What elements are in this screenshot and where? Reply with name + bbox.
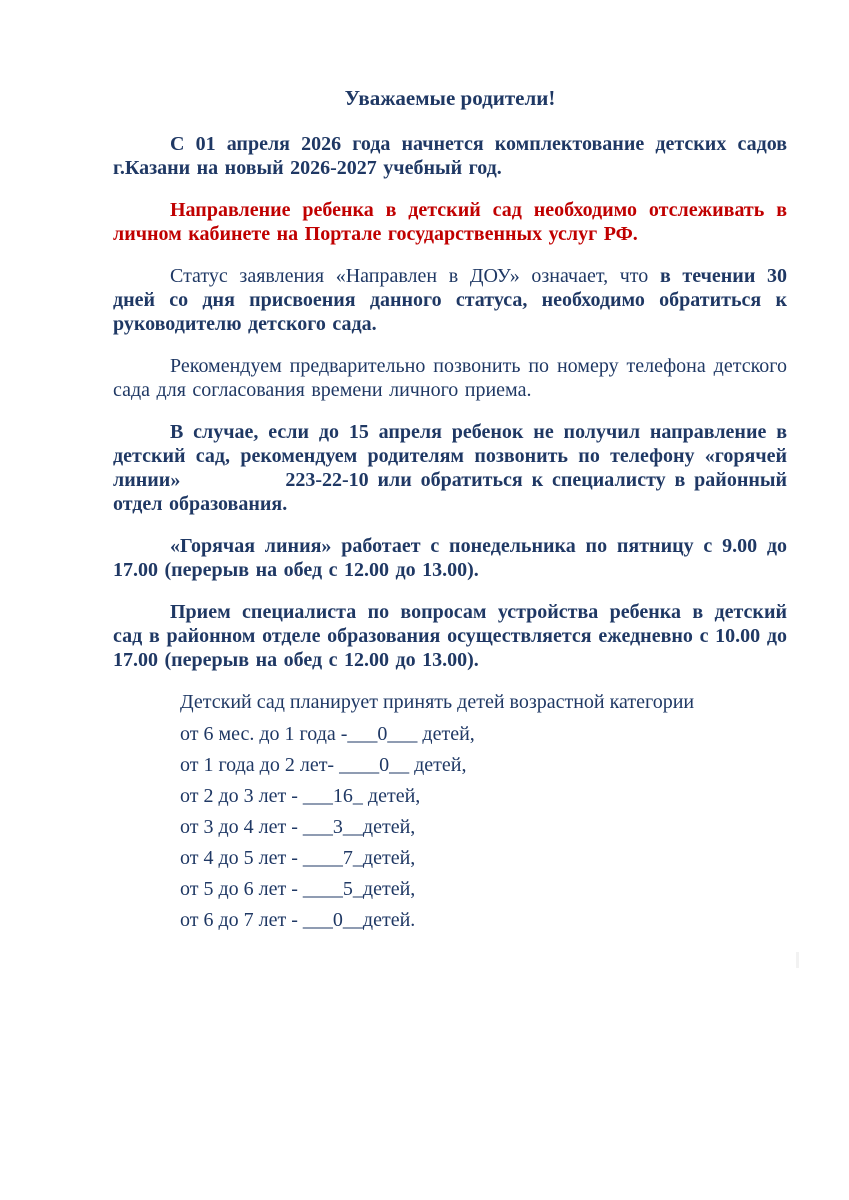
age-item-1y-2y: от 1 года до 2 лет- ____0__ детей, xyxy=(180,754,467,776)
age-item-4y-5y: от 4 до 5 лет - ____7_детей, xyxy=(180,847,416,869)
document-content xyxy=(113,85,787,936)
age-item-3y-4y: от 3 до 4 лет - ___3__детей, xyxy=(180,816,416,838)
hotline-paragraph-text-before-phone: В случае, если до 15 апреля ребенок не получил направление в детский сад, рекомендуем родителям позвонить по телефону «горячей линии» xyxy=(113,421,787,491)
hotline-paragraph xyxy=(113,420,787,516)
scan-artifact-mark xyxy=(796,952,799,968)
status-explanation-regular-text: Статус заявления «Направлен в ДОУ» означает, что xyxy=(170,265,660,287)
status-explanation-paragraph xyxy=(113,264,787,336)
age-item-2y-3y: от 2 до 3 лет - ___16_ детей, xyxy=(180,785,421,807)
hotline-phone-number: 223-22-10 xyxy=(285,469,369,491)
tracking-alert-paragraph: Направление ребенка в детский сад необходимо отслеживать в личном кабинете на Портале государственных услуг РФ. xyxy=(113,199,787,245)
hotline-paragraph-text-after-phone: или обратиться к специалисту в районный отдел образования. xyxy=(113,469,788,515)
age-capacity-lead-in: Детский сад планирует принять детей возрастной категории xyxy=(180,691,695,713)
document-title: Уважаемые родители! xyxy=(344,86,556,110)
age-capacity-list xyxy=(180,719,787,936)
intro-paragraph: С 01 апреля 2026 года начнется комплектование детских садов г.Казани на новый 2026-2027 учебный год. xyxy=(113,133,787,179)
call-recommendation-paragraph: Рекомендуем предварительно позвонить по номеру телефона детского сада для согласования времени личного приема. xyxy=(113,355,787,401)
age-item-6y-7y: от 6 до 7 лет - ___0__детей. xyxy=(180,909,416,931)
specialist-hours-paragraph: Прием специалиста по вопросам устройства ребенка в детский сад в районном отделе образования осуществляется ежедневно с 10.00 до 17.00 (перерыв на обед с 12.00 до 13.00). xyxy=(113,601,787,671)
hotline-hours-paragraph: «Горячая линия» работает с понедельника по пятницу с 9.00 до 17.00 (перерыв на обед с 12.00 до 13.00). xyxy=(113,535,787,581)
tab-space xyxy=(180,485,285,486)
age-item-6mo-1y: от 6 мес. до 1 года -___0___ детей, xyxy=(180,723,475,745)
age-item-5y-6y: от 5 до 6 лет - ____5_детей, xyxy=(180,878,416,900)
status-deadline-bold-text: в течении 30 дней со дня присвоения данного статуса, необходимо обратиться к руководителю детского сада. xyxy=(113,265,787,335)
